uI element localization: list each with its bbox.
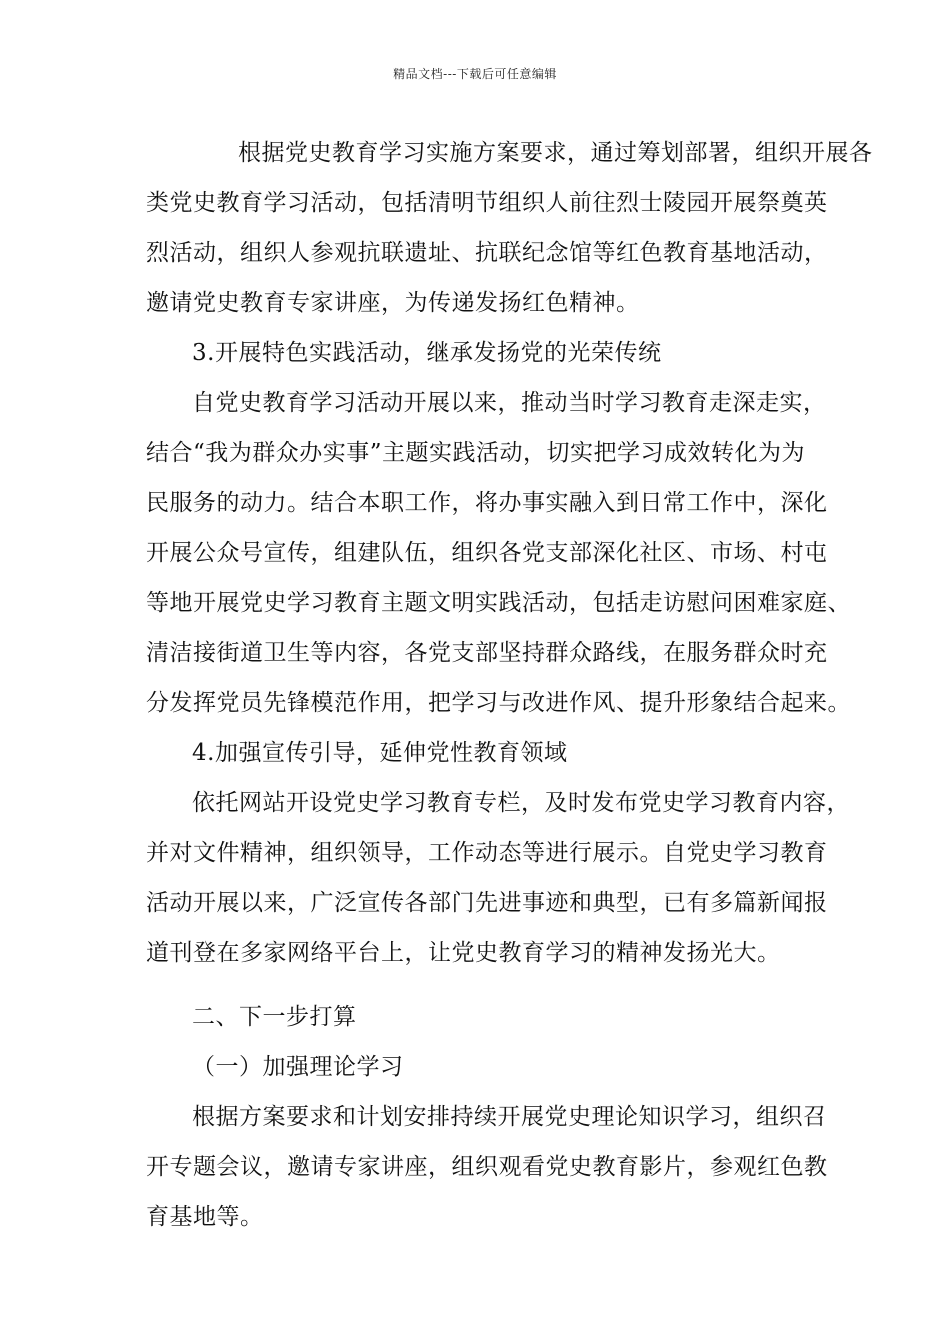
text-line: 等地开展党史学习教育主题文明实践活动，包括走访慰问困难家庭、 (146, 590, 851, 616)
text-line: 根据方案要求和计划安排持续开展党史理论知识学习，组织召 (192, 1104, 827, 1130)
text-line: 民服务的动力。结合本职工作，将办事实融入到日常工作中，深化 (146, 490, 828, 516)
paragraph-3 (146, 778, 850, 978)
text-line: 依托网站开设党史学习教育专栏，及时发布党史学习教育内容， (192, 790, 850, 816)
text-line: 结合“我为群众办实事”主题实践活动，切实把学习成效转化为为 (146, 440, 806, 466)
paragraph-1 (146, 128, 873, 328)
page-header: 精品文档---下载后可任意编辑 (393, 67, 557, 81)
text-line: 道刊登在多家网络平台上，让党史教育学习的精神发扬光大。 (146, 940, 781, 966)
paragraph-4 (146, 1092, 828, 1242)
text-line: 邀请党史教育专家讲座，为传递发扬红色精神。 (146, 290, 640, 316)
text-line: 自党史教育学习活动开展以来，推动当时学习教育走深走实， (192, 390, 827, 416)
text-line: 根据党史教育学习实施方案要求，通过筹划部署，组织开展各 (238, 140, 873, 166)
text-line: 类党史教育学习活动，包括清明节组织人前往烈士陵园开展祭奠英 (146, 190, 828, 216)
text-line: 育基地等。 (146, 1204, 264, 1230)
text-line: 清洁接街道卫生等内容，各党支部坚持群众路线，在服务群众时充 (146, 640, 828, 666)
text-line: 分发挥党员先锋模范作用，把学习与改进作风、提升形象结合起来。 (146, 690, 851, 716)
text-line: 烈活动，组织人参观抗联遗址、抗联纪念馆等红色教育基地活动， (146, 240, 828, 266)
text-line: 并对文件精神，组织领导，工作动态等进行展示。自党史学习教育 (146, 840, 828, 866)
document-body (146, 128, 873, 1242)
text-line: 开专题会议，邀请专家讲座，组织观看党史教育影片，参观红色教 (146, 1154, 828, 1180)
subsection-heading: （一）加强理论学习 (192, 1054, 404, 1080)
section-gap (146, 978, 808, 992)
heading-3: 3.开展特色实践活动，继承发扬党的光荣传统 (192, 340, 662, 366)
heading-4: 4.加强宣传引导，延伸党性教育领域 (192, 740, 568, 766)
text-line: 活动开展以来，广泛宣传各部门先进事迹和典型，已有多篇新闻报 (146, 890, 828, 916)
text-line: 开展公众号宣传，组建队伍，组织各党支部深化社区、市场、村屯 (146, 540, 828, 566)
section-heading: 二、下一步打算 (192, 1004, 357, 1030)
paragraph-2 (146, 378, 851, 728)
